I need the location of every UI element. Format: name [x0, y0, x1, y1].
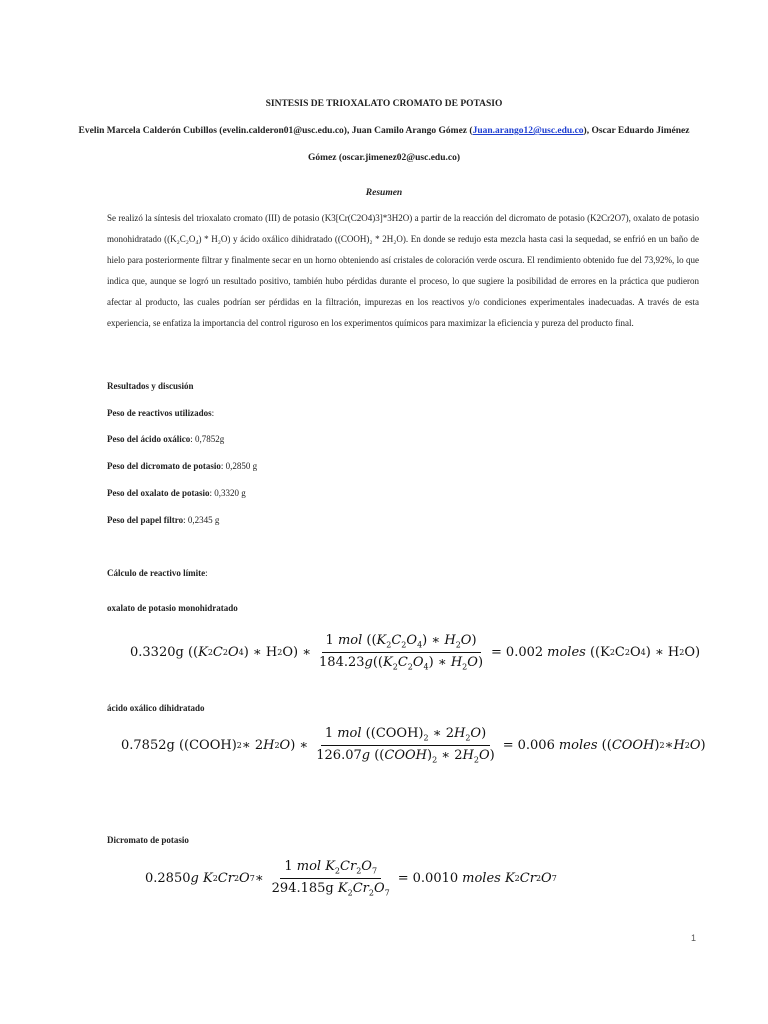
abstract-heading: Resumen — [365, 188, 403, 198]
authors-text: Evelin Marcela Calderón Cubillos (evelin.calderon01@usc.edu.co), Juan Camilo Arango Gómez ( — [78, 126, 473, 136]
author-email-link[interactable]: Juan.arango12@usc.edu.co — [472, 126, 584, 136]
abstract-body: Se realizó la síntesis del trioxalato cromato (III) de potasio (K3[Cr(C2O4)3]*3H2O) a partir de la reacción del dicromato de potasio (K2Cr2O7), oxalato de potasio monohidratado ((K₂C₂O₄) * H₂O) y ácido oxálico dihidratado ((COOH)₂ * 2H₂O). En donde se redujo esta mezcla hasta casi la sequedad, se enfrió en un baño de hielo para posteriormente filtrar y finalmente secar en un horno obteniendo así cristales de coloración verde oscura. El rendimiento obtenido fue del 73,92%, lo que indica que, aunque se logró un resultado positivo, también hubo pérdidas durante el proceso, lo que sugiere la posibilidad de errores en la práctica que pudieron afectar al producto, las cuales podrían ser pérdidas en la filtración, impurezas en los reactivos y/o condiciones experimentales inadecuadas. A través de esta experiencia, se enfatiza la importancia del control riguroso en los experimentos químicos para maximizar la eficiencia y pureza del producto final. — [107, 213, 699, 328]
authors-line-1 — [0, 126, 768, 136]
authors-text-end: ), Oscar Eduardo Jiménez — [583, 126, 690, 136]
oxalato-heading: oxalato de potasio monohidratado — [107, 603, 238, 613]
dicromato-heading: Dicromato de potasio — [107, 835, 189, 845]
weight-item: Peso del papel filtro: 0,2345 g — [107, 515, 220, 525]
acido-heading: ácido oxálico dihidratado — [107, 703, 205, 713]
equation-oxalato: 0.3320g (( K 2 C 2 O 4 ) ∗ H 2 O) ∗ $\frac{1 mol ((K_2C_2O_4) ∗ H_2O)}{184.23g((K_2C_2O_4) ∗ H_2O)}$ = 0.002 moles ((K 2 C 2 O 4 ) ∗ H 2 O) — [130, 633, 701, 672]
page-number: 1 — [690, 933, 696, 943]
results-heading: Resultados y discusión — [107, 381, 194, 391]
weight-item: Peso del ácido oxálico: 0,7852g — [107, 434, 225, 444]
limiting-reagent-heading: Cálculo de reactivo límite: — [107, 568, 208, 578]
weight-item: Peso del dicromato de potasio: 0,2850 g — [107, 461, 258, 471]
paper-title: SINTESIS DE TRIOXALATO CROMATO DE POTASIO — [265, 99, 503, 109]
equation-dicromato: 0.2850 g K 2 Cr 2 O 7 ∗ $\frac{1 mol K_2Cr_2O_7}{294.185g K_2Cr_2O_7}$ = 0.0010 moles K 2 Cr 2 O 7 — [145, 859, 557, 898]
authors-line-2: Gómez (oscar.jimenez02@usc.edu.co) — [307, 153, 460, 163]
equation-acido: 0.7852g ((COOH) 2 ∗ 2 H 2 O ) ∗ $\frac{1 mol ((COOH)_2 ∗ 2H_2O)}{126.07g ((COOH)_2 ∗ 2H_2O)}$ = 0.006 moles (( COOH ) 2 ∗ H 2 O ) — [121, 726, 706, 765]
weight-item: Peso del oxalato de potasio: 0,3320 g — [107, 488, 246, 498]
weights-heading: Peso de reactivos utilizados: — [107, 408, 215, 418]
